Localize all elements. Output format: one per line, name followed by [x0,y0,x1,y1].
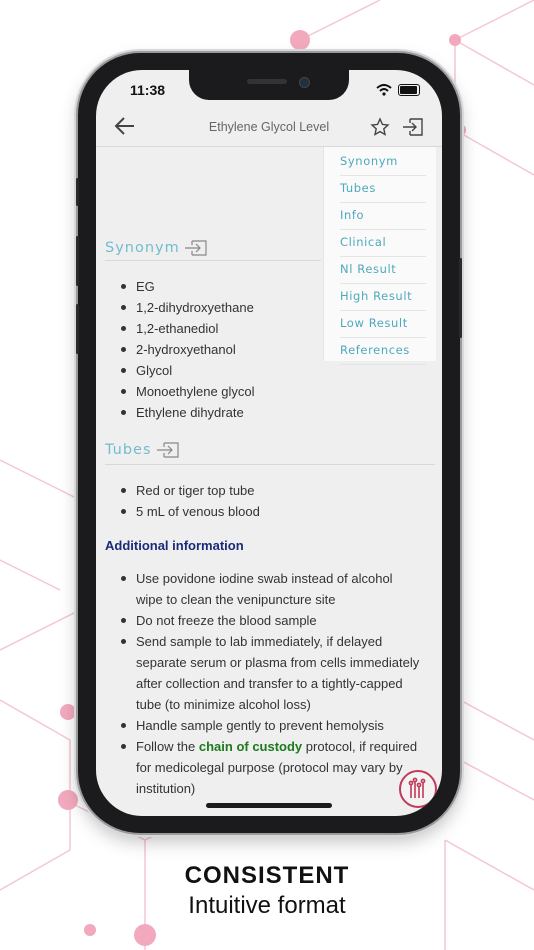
list-item: 1,2-dihydroxyethane [136,297,255,318]
section-tubes-header[interactable] [105,441,180,459]
section-synonym-header[interactable] [105,239,208,257]
toc-item-high-result[interactable]: High Result [340,284,426,311]
phone-power-button [459,258,462,338]
list-item-line: separate serum or plasma from cells immediately [136,655,420,670]
jump-icon [156,441,180,459]
list-item-text: Follow the [136,739,199,754]
tagline-subheading: Intuitive format [188,892,346,919]
list-item-line: Send sample to lab immediately, if delayed [136,634,383,649]
tagline-heading: CONSISTENT [184,862,350,889]
phone-side-button [76,178,79,206]
list-item: 1,2-ethanediol [136,318,255,339]
toc-item-clinical[interactable]: Clinical [340,230,426,257]
list-item [136,631,419,715]
list-item-line: after collection and transfer to a tightly-capped [136,676,403,691]
status-icons [376,84,420,96]
camera [299,77,310,88]
synonym-list [114,276,255,423]
export-icon[interactable] [402,117,424,137]
toc-item-low-result[interactable]: Low Result [340,311,426,338]
list-item: Monoethylene glycol [136,381,255,402]
toc-item-references[interactable]: References [340,338,426,365]
table-of-contents [323,147,436,361]
list-item: Ethylene dihydrate [136,402,255,423]
home-indicator[interactable] [206,803,332,808]
list-item: 5 mL of venous blood [136,501,260,522]
phone-screen [96,70,442,816]
battery-icon [398,84,420,96]
wifi-icon [376,84,392,96]
list-item: Do not freeze the blood sample [136,610,419,631]
list-item-line: institution) [136,781,196,796]
page-title: Ethylene Glycol Level [208,120,330,134]
toc-item-tubes[interactable]: Tubes [340,176,426,203]
app-logo-button[interactable] [399,770,437,808]
list-item [136,736,419,799]
navigation-bar [96,110,442,146]
toc-item-info[interactable]: Info [340,203,426,230]
list-item: Handle sample gently to prevent hemolysis [136,715,419,736]
list-item-line: for medicolegal purpose (protocol may vary by [136,760,403,775]
phone-notch [189,70,349,100]
list-item-line: Use povidone iodine swab instead of alcohol [136,571,393,586]
section-title: Synonym [105,240,180,256]
phone-volume-up [76,236,79,286]
list-item: 2-hydroxyethanol [136,339,255,360]
section-title: Tubes [105,442,152,458]
speaker [247,79,287,84]
app-logo-icon [401,772,435,806]
phone-volume-down [76,304,79,354]
star-icon[interactable] [370,117,390,137]
list-item [136,568,419,610]
list-item: Red or tiger top tube [136,480,260,501]
list-item-line: tube (to minimize alcohol loss) [136,697,311,712]
list-item-line: wipe to clean the venipuncture site [136,592,336,607]
list-item: EG [136,276,255,297]
section-divider [105,260,321,261]
jump-icon [184,239,208,257]
section-divider [105,464,435,465]
additional-info-list [114,568,419,799]
list-item-text: protocol, if required [302,739,418,754]
additional-info-heading: Additional information [105,538,244,553]
list-item: Glycol [136,360,255,381]
toc-item-synonym[interactable]: Synonym [340,149,426,176]
toc-item-nl-result[interactable]: Nl Result [340,257,426,284]
tubes-list [114,480,260,522]
content-area [96,147,442,816]
status-time: 11:38 [130,82,166,98]
chain-of-custody-link[interactable]: chain of custody [198,739,303,754]
